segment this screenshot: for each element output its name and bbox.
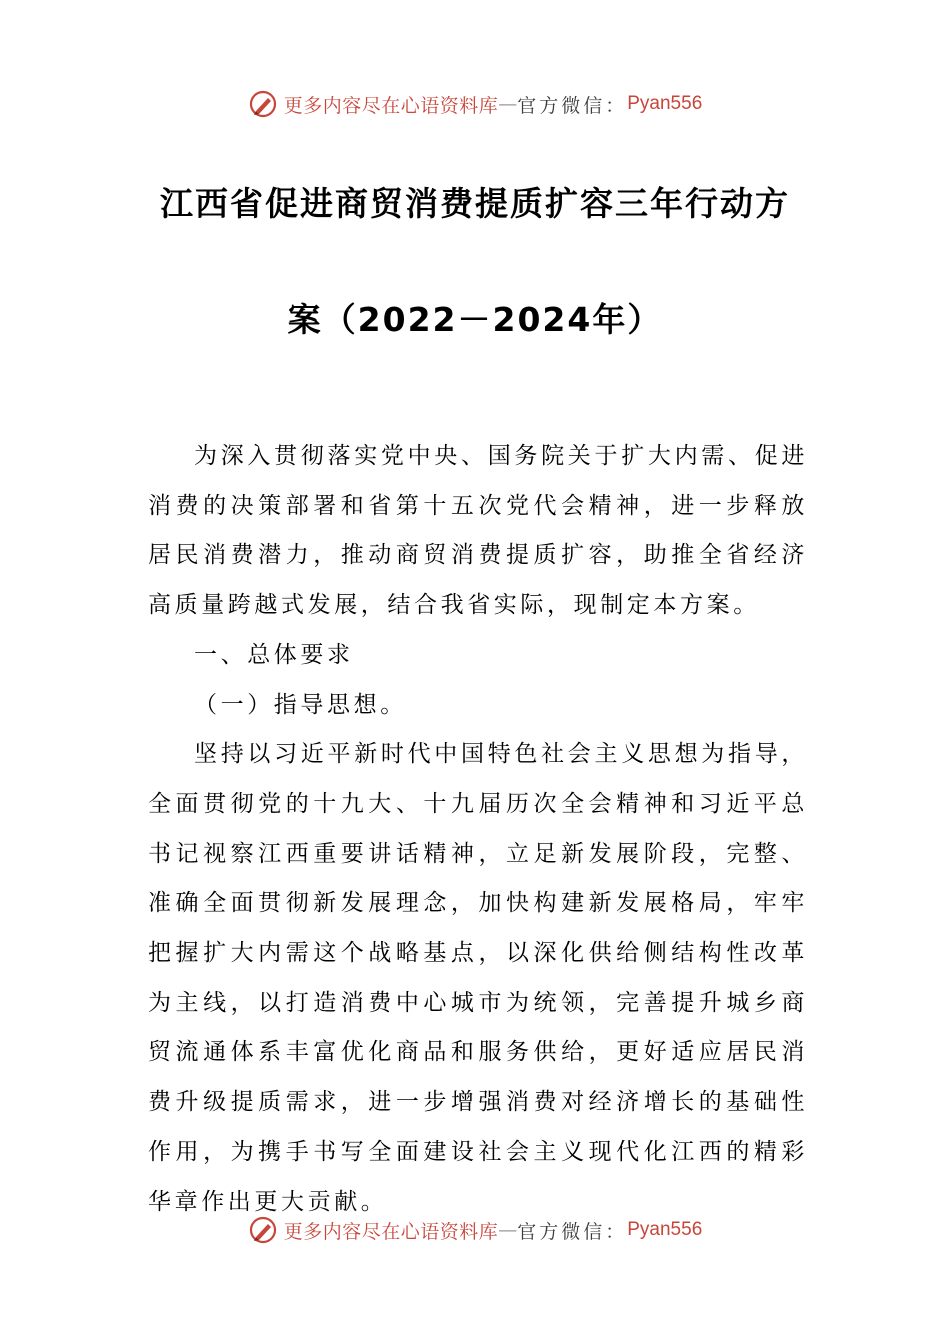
section-heading: 一、总体要求 bbox=[194, 641, 354, 668]
subsection-heading: （一）指导思想。 bbox=[194, 691, 407, 718]
watermark-banner-bottom bbox=[0, 1210, 950, 1250]
document-body bbox=[148, 432, 808, 1227]
pen-logo-icon bbox=[248, 1215, 278, 1245]
document-title-line-1: 江西省促进商贸消费提质扩容三年行动方 bbox=[160, 184, 790, 223]
watermark-wechat-id: Pyan556 bbox=[627, 1219, 703, 1240]
pen-logo-icon bbox=[248, 89, 278, 119]
watermark-main-text: 更多内容尽在心语资料库 bbox=[283, 1220, 499, 1243]
watermark-dash: — bbox=[498, 93, 518, 115]
guiding-ideology-paragraph: 坚持以习近平新时代中国特色社会主义思想为指导，全面贯彻党的十九大、十九届历次全会精神和习近平总书记视察江西重要讲话精神，立足新发展阶段，完整、准确全面贯彻新发展理念，加快构建新发展格局，牢牢把握扩大内需这个战略基点，以深化供给侧结构性改革为主线，以打造消费中心城市为统领，完善提升城乡商贸流通体系丰富优化商品和服务供给，更好适应居民消费升级提质需求，进一步增强消费对经济增长的基础性作用，为携手书写全面建设社会主义现代化江西的精彩华章作出更大贡献。 bbox=[148, 741, 808, 1215]
watermark-banner-top bbox=[0, 84, 950, 124]
watermark-dash: — bbox=[498, 1219, 518, 1241]
document-title-line-2: 案（2022－2024年） bbox=[287, 300, 663, 339]
watermark-sub-text: 官方微信： bbox=[517, 1220, 628, 1243]
watermark-sub-text: 官方微信： bbox=[517, 94, 628, 117]
intro-paragraph: 为深入贯彻落实党中央、国务院关于扩大内需、促进消费的决策部署和省第十五次党代会精神，进一步释放居民消费潜力，推动商贸消费提质扩容，助推全省经济高质量跨越式发展，结合我省实际，现制定本方案。 bbox=[148, 443, 808, 619]
watermark-wechat-id: Pyan556 bbox=[627, 93, 703, 114]
watermark-main-text: 更多内容尽在心语资料库 bbox=[283, 94, 499, 117]
